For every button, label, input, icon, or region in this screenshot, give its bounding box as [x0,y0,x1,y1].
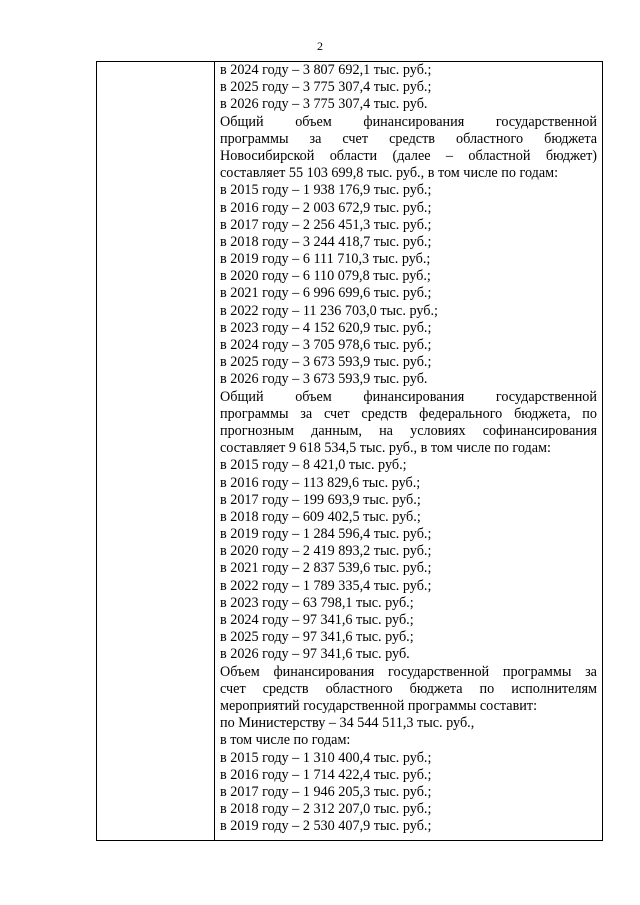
text-line: в 2018 году – 2 312 207,0 тыс. руб.; [220,801,432,818]
text-line: в 2017 году – 199 693,9 тыс. руб.; [220,491,421,508]
text-line: в 2025 году – 97 341,6 тыс. руб.; [220,629,414,646]
table-right-column [215,62,602,835]
text-line: в 2021 году – 6 996 699,6 тыс. руб.; [220,285,432,302]
text-line: в 2019 году – 6 111 710,3 тыс. руб.; [220,251,431,268]
text-line: в 2026 году – 3 673 593,9 тыс. руб. [220,371,428,388]
text-line: в 2024 году – 3 705 978,6 тыс. руб.; [220,337,432,353]
text-line: Общий объем финансирования государственной [220,388,597,405]
text-line: программы за счет средств федерального бюджета, по [220,405,597,422]
text-line: в 2017 году – 1 946 205,3 тыс. руб.; [220,783,432,800]
text-line: в 2023 году – 63 798,1 тыс. руб.; [220,594,414,611]
text-line: мероприятий государственной программы составит: [220,697,538,714]
text-line: в том числе по годам: [220,732,351,749]
text-line: прогнозным данным, на условиях софинансирования [220,422,597,439]
text-line: в 2024 году – 3 807 692,1 тыс. руб.; [220,62,432,78]
text-line: Общий объем финансирования государственной [220,113,597,130]
text-line: в 2023 году – 4 152 620,9 тыс. руб.; [220,319,432,336]
text-line: в 2022 году – 11 236 703,0 тыс. руб.; [220,302,438,319]
text-line: в 2025 году – 3 775 307,4 тыс. руб.; [220,79,432,96]
text-line: в 2026 году – 97 341,6 тыс. руб. [220,646,410,663]
text-line: в 2017 году – 2 256 451,3 тыс. руб.; [220,216,432,233]
page-number: 2 [317,39,323,53]
text-line: составляет 9 618 534,5 тыс. руб., в том числе по годам: [220,440,551,457]
text-line: в 2024 году – 97 341,6 тыс. руб.; [220,612,414,628]
text-line: в 2026 году – 3 775 307,4 тыс. руб. [220,96,428,113]
text-line: Объем финансирования государственной программы за [220,663,597,680]
text-line: в 2015 году – 1 938 176,9 тыс. руб.; [220,182,432,199]
text-line: Новосибирской области (далее – областной бюджет) [220,147,597,164]
text-line: в 2016 году – 2 003 672,9 тыс. руб.; [220,199,432,216]
text-line: в 2018 году – 3 244 418,7 тыс. руб.; [220,233,432,250]
text-line: по Министерству – 34 544 511,3 тыс. руб., [220,715,475,732]
table-left-column [97,62,215,840]
text-line: в 2019 году – 1 284 596,4 тыс. руб.; [220,526,432,543]
text-line: в 2025 году – 3 673 593,9 тыс. руб.; [220,354,432,371]
text-line: в 2016 году – 1 714 422,4 тыс. руб.; [220,766,432,783]
text-line: составляет 55 103 699,8 тыс. руб., в том числе по годам: [220,165,559,182]
text-line: в 2019 году – 2 530 407,9 тыс. руб.; [220,818,432,835]
text-line: программы за счет средств областного бюджета [220,130,597,147]
text-line: в 2015 году – 8 421,0 тыс. руб.; [220,457,407,474]
text-line: в 2016 году – 113 829,6 тыс. руб.; [220,474,421,491]
financing-table [96,61,603,841]
text-line: счет средств областного бюджета по исполнителям [220,680,597,697]
text-line: в 2020 году – 6 110 079,8 тыс. руб.; [220,268,431,285]
text-line: в 2022 году – 1 789 335,4 тыс. руб.; [220,577,432,594]
text-line: в 2020 году – 2 419 893,2 тыс. руб.; [220,543,432,560]
text-line: в 2015 году – 1 310 400,4 тыс. руб.; [220,749,432,766]
text-line: в 2018 году – 609 402,5 тыс. руб.; [220,508,421,525]
text-line: в 2021 году – 2 837 539,6 тыс. руб.; [220,560,432,577]
